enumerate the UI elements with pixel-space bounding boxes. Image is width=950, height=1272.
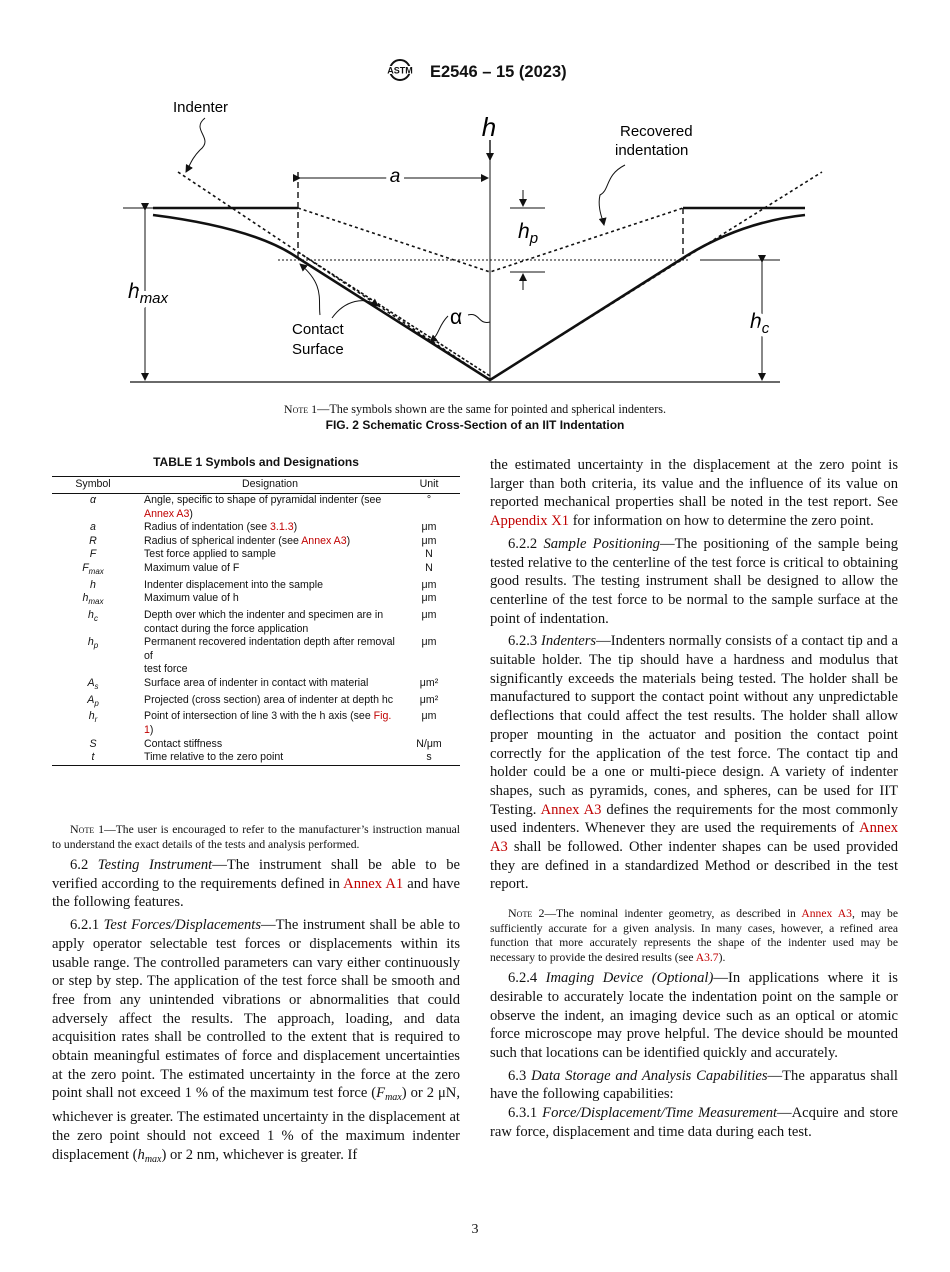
symbol: F bbox=[82, 561, 89, 574]
label-indenter: Indenter bbox=[173, 99, 229, 116]
designation: Angle, specific to shape of pyramidal indenter (see bbox=[144, 494, 382, 506]
link-annex-a3[interactable]: Annex A3 bbox=[490, 820, 898, 856]
designation-cell bbox=[134, 609, 398, 636]
table-row bbox=[52, 494, 460, 522]
unit-cell: μm bbox=[421, 578, 437, 591]
para-6-2: 6.2 Testing Instrument—The instrument shall be able to be verified according to the requirements defined in Annex A1 and have the following features. bbox=[52, 857, 460, 911]
symbol: a bbox=[90, 521, 96, 534]
symbol: S bbox=[89, 737, 97, 750]
unit-cell: N/μm bbox=[416, 737, 442, 750]
table-row bbox=[52, 592, 460, 609]
para-continued: the estimated uncertainty in the displacement at the zero point is larger than both criteria, its value and the influence of its value on reported mechanical properties shall be noted in the test report. See Appendix X1 for information on how to determine the zero point. bbox=[490, 457, 898, 530]
link-a3-7[interactable]: A3.7 bbox=[695, 950, 719, 964]
designation: Indenter displacement into the sample bbox=[144, 578, 324, 591]
indentation-figure bbox=[0, 0, 950, 400]
designation-tail: ) bbox=[149, 723, 154, 736]
label-hc: $h_c$ bbox=[750, 310, 770, 337]
symbol-subscript: p bbox=[93, 641, 99, 651]
note-2: Note 2—The nominal indenter geometry, as described in Annex A3, may be sufficiently accurate for a given analysis. In many cases, however, a refined area function that more accurately represents the shape of the indenter used may be necessary to provide the desired results (see A3.7). bbox=[490, 906, 898, 964]
note-1: Note 1—The user is encouraged to refer to the manufacturer’s instruction manual to understand the exact details of the tests and analysis performed. bbox=[52, 822, 461, 851]
para-6-2-2: 6.2.2 Sample Positioning—The positioning of the sample being tested relative to the centerline of the test force is critical to obtaining good results. The testing instrument shall be designed to allow the centerline of the test force to be normal to the sample surface at the point of indentation. bbox=[490, 535, 898, 627]
unit-cell: N bbox=[425, 561, 433, 574]
table-row bbox=[52, 548, 460, 562]
designation-cell bbox=[134, 751, 398, 765]
table-header-designation: Designation bbox=[134, 477, 398, 494]
designation-cell bbox=[134, 592, 398, 609]
contact-leader-1 bbox=[300, 264, 320, 315]
designation-link[interactable]: Annex A3 bbox=[144, 507, 190, 520]
designation: Projected (cross section) area of indenter at depth hc bbox=[144, 693, 394, 706]
designation-cell bbox=[134, 494, 398, 522]
alpha-leader bbox=[430, 316, 448, 342]
symbol-cell bbox=[52, 751, 134, 765]
table-row bbox=[52, 579, 460, 593]
table-header-symbol: Symbol bbox=[52, 477, 134, 494]
label-alpha: α bbox=[450, 306, 463, 329]
symbol: R bbox=[89, 534, 97, 547]
label-recovered-1: Recovered bbox=[620, 123, 693, 140]
alpha-leader-2 bbox=[468, 315, 490, 323]
designation-tail: ) bbox=[293, 521, 298, 534]
symbol-subscript: s bbox=[94, 682, 99, 692]
table-row bbox=[52, 694, 460, 711]
symbol-cell bbox=[52, 636, 134, 677]
symbol-subscript: c bbox=[93, 614, 98, 624]
label-contact-1: Contact bbox=[292, 321, 344, 338]
link-annex-a3[interactable]: Annex A3 bbox=[540, 801, 602, 818]
symbol: α bbox=[89, 494, 97, 506]
table-row bbox=[52, 636, 460, 677]
para-6-3: 6.3 Data Storage and Analysis Capabilities—The apparatus shall have the following capabilities: bbox=[490, 1067, 898, 1103]
label-hp: $h_p$ bbox=[518, 220, 539, 247]
unit-cell: s bbox=[398, 751, 460, 765]
table-row bbox=[52, 677, 460, 694]
symbol-subscript: p bbox=[94, 698, 99, 708]
designation: Surface area of indenter in contact with material bbox=[144, 676, 369, 689]
designation-cell bbox=[134, 738, 398, 752]
recovered-leader bbox=[599, 165, 625, 225]
table-row bbox=[52, 521, 460, 535]
loaded-surface-curve bbox=[153, 215, 298, 258]
symbol-cell bbox=[52, 677, 134, 694]
table-row bbox=[52, 710, 460, 737]
figure-caption: FIG. 2 Schematic Cross-Section of an IIT Indentation bbox=[325, 418, 625, 432]
left-column bbox=[52, 822, 460, 1169]
designation-cell bbox=[134, 562, 398, 579]
symbol: t bbox=[91, 751, 95, 764]
symbol-cell bbox=[52, 535, 134, 549]
symbol-cell bbox=[52, 562, 134, 579]
link-annex-a3[interactable]: Annex A3 bbox=[801, 907, 852, 921]
designation: Radius of spherical indenter (see bbox=[144, 534, 302, 547]
table-row bbox=[52, 535, 460, 549]
symbol-cell bbox=[52, 592, 134, 609]
designation: Permanent recovered indentation depth after removal of test force bbox=[144, 636, 395, 676]
designation-tail: ) bbox=[346, 534, 351, 547]
astm-logo-text: ASTM bbox=[387, 65, 414, 76]
symbol: h bbox=[90, 578, 96, 591]
unit-cell: μm bbox=[421, 592, 437, 605]
label-recovered-2: indentation bbox=[615, 142, 689, 159]
unit-cell: ° bbox=[426, 494, 432, 506]
table-row bbox=[52, 609, 460, 636]
para-6-2-4: 6.2.4 Imaging Device (Optional)—In applications where it is desirable to accurately locate the indentation point on the sample or observe the indent, an imaging device such as an optical or atomic force microscope may prove helpful. The device should be mounted such that locations can be identified quickly and accurately. bbox=[490, 970, 898, 1061]
page-number: 3 bbox=[471, 1222, 479, 1237]
para-6-3-1: 6.3.1 Force/Displacement/Time Measurement—Acquire and store raw force, displacement and time data during each test. bbox=[490, 1105, 898, 1140]
symbol: h bbox=[88, 710, 95, 723]
unit-cell: μm² bbox=[419, 693, 439, 706]
unit-cell: μm bbox=[421, 608, 437, 621]
designation-cell bbox=[134, 636, 398, 677]
symbol-cell bbox=[52, 494, 134, 522]
designation: Time relative to the zero point bbox=[144, 751, 284, 764]
table-header-unit: Unit bbox=[398, 477, 460, 494]
designation-cell bbox=[134, 535, 398, 549]
figure-note: Note 1—The symbols shown are the same for pointed and spherical indenters. bbox=[283, 402, 667, 416]
label-hmax: $h_{max}$ bbox=[128, 280, 169, 307]
symbol-subscript: r bbox=[94, 715, 98, 725]
symbol-cell bbox=[52, 579, 134, 593]
para-6-2-1: 6.2.1 Test Forces/Displacements—The instrument shall be able to apply operator selectable test forces or displacements within its usable range. The controlled parameters can vary either continuously or step by step. The application of the test force shall be smooth and free from any unintended vibrations or abnormalities that could adversely affect the results. The approach, loading, and data acquisition rates shall be controlled to the extent that is required to obtain meaningful estimates of force and displacement uncertainties at the zero point. The estimated uncertainty in the force at the zero point shall not exceed 1 % of the maximum test force $(F_{max})$ or 2 μN, whichever is greater. The estimated uncertainty in the displacement at the zero point should not exceed 1 % of the maximum indenter displacement $(h_{max})$ or 2 nm, whichever is greater. If bbox=[52, 917, 460, 1165]
table-row bbox=[52, 751, 460, 765]
symbol-cell bbox=[52, 609, 134, 636]
symbol-subscript: max bbox=[88, 567, 104, 577]
symbol-cell bbox=[52, 694, 134, 711]
symbol-cell bbox=[52, 710, 134, 737]
unit-cell: μm² bbox=[419, 676, 439, 689]
unit-cell: μm bbox=[421, 636, 437, 649]
designation-link[interactable]: Annex A3 bbox=[301, 534, 347, 547]
table-row bbox=[52, 738, 460, 752]
designation-link[interactable]: Fig. 1 bbox=[144, 710, 392, 736]
designation: Contact stiffness bbox=[144, 737, 223, 750]
label-contact-2: Surface bbox=[292, 341, 344, 358]
unit-cell: μm bbox=[421, 534, 437, 547]
symbol-cell bbox=[52, 548, 134, 562]
designation-cell bbox=[134, 579, 398, 593]
designation-cell bbox=[134, 677, 398, 694]
indenter-leader bbox=[186, 118, 205, 172]
symbols-table bbox=[52, 476, 460, 766]
designation: Point of intersection of line 3 with the h axis (see bbox=[144, 710, 374, 723]
designation-cell bbox=[134, 548, 398, 562]
designation-cell bbox=[134, 694, 398, 711]
symbol-subscript: max bbox=[88, 597, 104, 607]
symbol: A bbox=[87, 693, 95, 706]
designation: Test force applied to sample bbox=[144, 548, 276, 561]
designation-tail: ) bbox=[189, 507, 193, 520]
link-appendix-x1[interactable]: Appendix X1 bbox=[490, 513, 570, 530]
table-title: TABLE 1 Symbols and Designations bbox=[153, 455, 359, 469]
standard-designation: E2546 – 15 (2023) bbox=[429, 63, 567, 81]
designation: Radius of indentation (see bbox=[144, 521, 271, 534]
link-annex-a1[interactable]: Annex A1 bbox=[343, 875, 404, 892]
symbol-cell bbox=[52, 521, 134, 535]
symbol: A bbox=[87, 676, 95, 689]
designation: Depth over which the indenter and specimen are in contact during the force application bbox=[144, 608, 384, 635]
symbol: h bbox=[87, 636, 94, 649]
designation-cell bbox=[134, 710, 398, 737]
loaded-surface-curve-right bbox=[683, 215, 805, 258]
symbol: h bbox=[82, 592, 89, 605]
label-a: a bbox=[389, 166, 401, 187]
unit-cell: N bbox=[425, 548, 433, 561]
designation-link[interactable]: 3.1.3 bbox=[270, 521, 294, 534]
designation: Maximum value of F bbox=[144, 561, 240, 574]
symbol: F bbox=[89, 548, 97, 561]
table-row bbox=[52, 562, 460, 579]
designation-cell bbox=[134, 521, 398, 535]
table-body bbox=[52, 494, 460, 766]
symbol-cell bbox=[52, 738, 134, 752]
designation: Maximum value of h bbox=[144, 592, 239, 605]
symbol: h bbox=[88, 608, 94, 621]
label-h: h bbox=[481, 112, 497, 142]
right-column bbox=[490, 456, 898, 1142]
unit-cell: μm bbox=[421, 710, 437, 723]
unit-cell: μm bbox=[421, 521, 437, 534]
para-6-2-3: 6.2.3 Indenters—Indenters normally consists of a contact tip and a suitable holder. The tip should have a hardness and modulus that significantly exceeds the materials being tested. The holder shall be manufactured to support the contact point without any unpredictable deflections that could affect the test results. The holder shall allow proper mounting in the actuator and position the contact point correctly for the application of the test force. The contact tip and holder could be a one or multi-piece design. A variety of indenter shapes, such as pyramids, cones, and spheres, can be used for IIT Testing. Annex A3 defines the requirements for the most commonly used indenters. Whenever they are used the requirements of Annex A3 shall be followed. Other indenter shapes can be used provided they are defined in a standardized Method or described in the test report. bbox=[490, 633, 898, 893]
